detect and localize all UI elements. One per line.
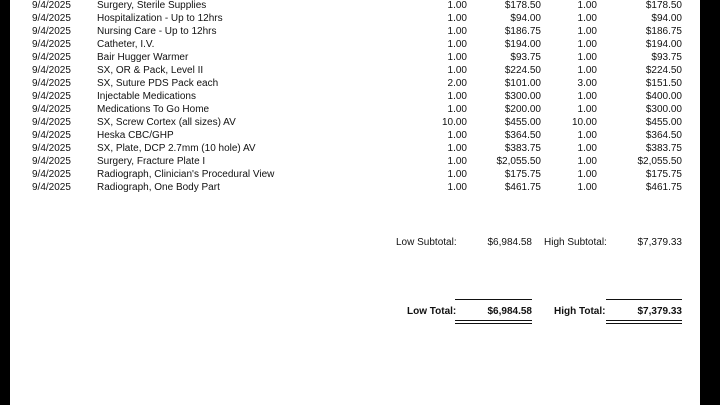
item-price-low: $178.50: [504, 0, 541, 11]
table-row: [10, 64, 700, 77]
item-price-low: $175.75: [504, 169, 541, 180]
item-qty-low: 1.00: [447, 169, 467, 180]
item-date: 9/4/2025: [32, 143, 71, 154]
item-price-low: $364.50: [504, 130, 541, 141]
item-price-low: $200.00: [504, 104, 541, 115]
item-qty-low: 1.00: [447, 0, 467, 11]
item-description: Nursing Care - Up to 12hrs: [97, 26, 217, 37]
item-qty-low: 1.00: [447, 52, 467, 63]
item-qty-high: 1.00: [577, 65, 597, 76]
high-total-double-rule: [606, 320, 682, 324]
item-price-low: $461.75: [504, 182, 541, 193]
item-price-high: $383.75: [645, 143, 682, 154]
item-price-high: $194.00: [645, 39, 682, 50]
high-total-value: $7,379.33: [637, 306, 682, 317]
item-price-high: $455.00: [645, 117, 682, 128]
item-date: 9/4/2025: [32, 39, 71, 50]
item-price-low: $93.75: [510, 52, 541, 63]
item-description: Injectable Medications: [97, 91, 196, 102]
low-subtotal-label: Low Subtotal:: [396, 237, 457, 248]
table-row: [10, 25, 700, 38]
table-row: [10, 12, 700, 25]
high-total-top-rule: [606, 299, 682, 300]
table-row: [10, 90, 700, 103]
low-total-double-rule: [455, 320, 532, 324]
item-date: 9/4/2025: [32, 0, 71, 11]
item-price-high: $175.75: [645, 169, 682, 180]
item-description: Surgery, Fracture Plate I: [97, 156, 206, 167]
item-qty-low: 10.00: [441, 117, 467, 128]
item-qty-low: 1.00: [447, 156, 467, 167]
item-qty-high: 1.00: [577, 130, 597, 141]
high-subtotal-label: High Subtotal:: [544, 237, 607, 248]
item-description: Surgery, Sterile Supplies: [97, 0, 207, 11]
item-price-low: $94.00: [510, 13, 541, 24]
item-qty-high: 1.00: [577, 91, 597, 102]
high-subtotal-value: $7,379.33: [637, 237, 682, 248]
item-qty-high: 1.00: [577, 182, 597, 193]
table-row: [10, 181, 700, 194]
item-price-high: $461.75: [645, 182, 682, 193]
item-qty-high: 1.00: [577, 52, 597, 63]
item-price-high: $93.75: [651, 52, 682, 63]
item-price-high: $300.00: [645, 104, 682, 115]
item-qty-high: 1.00: [577, 26, 597, 37]
item-date: 9/4/2025: [32, 91, 71, 102]
item-price-low: $2,055.50: [496, 156, 541, 167]
item-price-high: $151.50: [645, 78, 682, 89]
item-qty-high: 1.00: [577, 169, 597, 180]
item-date: 9/4/2025: [32, 52, 71, 63]
table-row: [10, 129, 700, 142]
low-total-value: $6,984.58: [487, 306, 532, 317]
item-qty-low: 1.00: [447, 143, 467, 154]
item-date: 9/4/2025: [32, 182, 71, 193]
item-date: 9/4/2025: [32, 13, 71, 24]
table-row: [10, 168, 700, 181]
item-date: 9/4/2025: [32, 26, 71, 37]
item-description: Bair Hugger Warmer: [97, 52, 189, 63]
item-qty-high: 1.00: [577, 143, 597, 154]
item-price-low: $194.00: [504, 39, 541, 50]
item-date: 9/4/2025: [32, 78, 71, 89]
item-description: Heska CBC/GHP: [97, 130, 174, 141]
item-description: SX, OR & Pack, Level II: [97, 65, 204, 76]
table-row: [10, 103, 700, 116]
high-total-label: High Total:: [554, 306, 606, 317]
item-qty-low: 1.00: [447, 39, 467, 50]
low-subtotal-value: $6,984.58: [487, 237, 532, 248]
table-row: [10, 142, 700, 155]
item-qty-high: 1.00: [577, 0, 597, 11]
item-price-low: $300.00: [504, 91, 541, 102]
item-qty-high: 3.00: [577, 78, 597, 89]
item-price-high: $364.50: [645, 130, 682, 141]
item-qty-low: 1.00: [447, 130, 467, 141]
table-row: [10, 38, 700, 51]
item-price-high: $94.00: [651, 13, 682, 24]
item-price-high: $2,055.50: [637, 156, 682, 167]
item-description: Medications To Go Home: [97, 104, 210, 115]
item-qty-high: 10.00: [571, 117, 597, 128]
item-price-low: $186.75: [504, 26, 541, 37]
item-qty-low: 2.00: [447, 78, 467, 89]
item-qty-low: 1.00: [447, 91, 467, 102]
item-qty-high: 1.00: [577, 39, 597, 50]
table-row: [10, 77, 700, 90]
item-price-low: $101.00: [504, 78, 541, 89]
item-price-low: $383.75: [504, 143, 541, 154]
item-price-high: $186.75: [645, 26, 682, 37]
item-description: Catheter, I.V.: [97, 39, 155, 50]
item-description: SX, Suture PDS Pack each: [97, 78, 219, 89]
table-row: [10, 116, 700, 129]
estimate-page: [10, 0, 700, 405]
item-price-low: $455.00: [504, 117, 541, 128]
table-row: [10, 51, 700, 64]
item-date: 9/4/2025: [32, 156, 71, 167]
item-description: Radiograph, Clinician's Procedural View: [97, 169, 275, 180]
table-row: [10, 0, 700, 12]
item-date: 9/4/2025: [32, 65, 71, 76]
low-total-top-rule: [455, 299, 532, 300]
item-price-high: $400.00: [645, 91, 682, 102]
item-qty-high: 1.00: [577, 104, 597, 115]
item-price-low: $224.50: [504, 65, 541, 76]
item-date: 9/4/2025: [32, 104, 71, 115]
item-description: SX, Screw Cortex (all sizes) AV: [97, 117, 236, 128]
item-qty-low: 1.00: [447, 65, 467, 76]
low-total-label: Low Total:: [407, 306, 457, 317]
item-description: Radiograph, One Body Part: [97, 182, 220, 193]
item-date: 9/4/2025: [32, 117, 71, 128]
item-price-high: $178.50: [645, 0, 682, 11]
item-qty-low: 1.00: [447, 104, 467, 115]
item-date: 9/4/2025: [32, 169, 71, 180]
item-qty-high: 1.00: [577, 156, 597, 167]
item-description: Hospitalization - Up to 12hrs: [97, 13, 223, 24]
item-description: SX, Plate, DCP 2.7mm (10 hole) AV: [97, 143, 256, 154]
item-price-high: $224.50: [645, 65, 682, 76]
item-qty-low: 1.00: [447, 13, 467, 24]
item-qty-high: 1.00: [577, 13, 597, 24]
item-qty-low: 1.00: [447, 182, 467, 193]
table-row: [10, 155, 700, 168]
item-qty-low: 1.00: [447, 26, 467, 37]
item-date: 9/4/2025: [32, 130, 71, 141]
